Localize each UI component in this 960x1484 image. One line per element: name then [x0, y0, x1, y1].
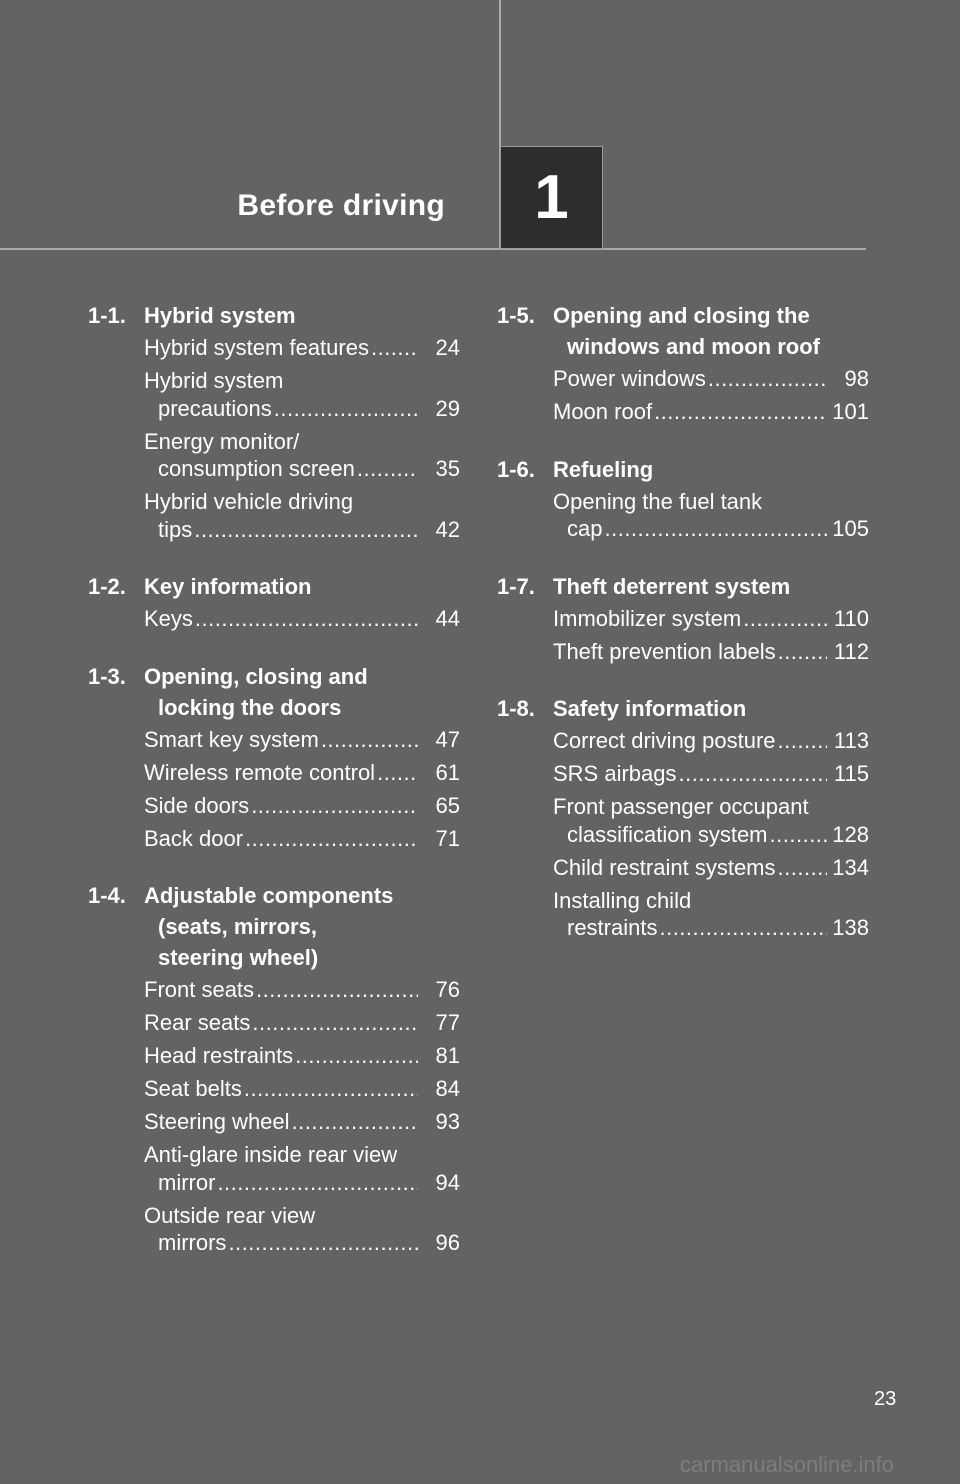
entry-text: Head restraints [144, 1043, 294, 1068]
toc-entry[interactable] [497, 854, 869, 882]
section-title-line: Theft deterrent system [553, 573, 791, 599]
entry-text: Theft prevention labels [553, 638, 776, 664]
section-title [144, 661, 460, 723]
section-heading[interactable] [497, 454, 869, 485]
entry-page-number: 71 [435, 825, 460, 851]
section-title-line: Opening and closing the [553, 303, 810, 328]
entry-line [553, 515, 869, 543]
toc-entry[interactable] [88, 367, 460, 422]
section-title [144, 300, 460, 331]
section-heading[interactable] [88, 880, 460, 973]
entry-page-number: 29 [435, 395, 460, 421]
entry-line [144, 976, 460, 1004]
toc-entry[interactable] [88, 1009, 460, 1037]
toc-entry[interactable] [88, 1202, 460, 1257]
dot-leader [659, 914, 827, 942]
entry-line [144, 825, 460, 853]
section-heading[interactable] [88, 661, 460, 723]
toc-entry[interactable] [88, 605, 460, 633]
dot-leader [217, 1169, 418, 1197]
entry-page-number: 134 [832, 854, 869, 880]
dot-leader [778, 854, 827, 882]
entry-text: mirrors [158, 1230, 227, 1255]
entry-line [144, 1108, 460, 1136]
toc-section [497, 571, 869, 666]
entry-page-number: 101 [832, 399, 869, 424]
section-title-line: windows and moon roof [567, 334, 820, 359]
section-title [553, 571, 869, 602]
section-number: 1-6. [497, 456, 535, 482]
entry-page-number: 138 [832, 915, 869, 940]
section-title-line: (seats, mirrors, [158, 914, 317, 939]
section-heading[interactable] [497, 693, 869, 724]
toc-entry[interactable] [88, 1075, 460, 1103]
entry-page-number: 24 [435, 335, 460, 360]
dot-leader [292, 1108, 418, 1136]
toc-entry[interactable] [88, 759, 460, 787]
entry-line [144, 488, 460, 516]
entry-text: Opening the fuel tank [553, 488, 763, 514]
entry-text: cap [567, 516, 603, 541]
entry-line [553, 365, 869, 393]
dot-leader [377, 759, 418, 787]
toc-entry[interactable] [88, 1042, 460, 1070]
entry-page-number: 113 [833, 728, 869, 753]
entry-line [144, 759, 460, 787]
toc-section [88, 300, 460, 543]
dot-leader [256, 976, 418, 1004]
entry-page-number: 84 [435, 1076, 460, 1101]
section-heading[interactable] [88, 571, 460, 602]
entry-text: restraints [567, 915, 658, 940]
toc-entry[interactable] [88, 726, 460, 754]
toc-entry[interactable] [497, 605, 869, 633]
entry-text: Immobilizer system [553, 605, 742, 631]
section-title [144, 880, 460, 973]
entry-line [144, 455, 460, 483]
entry-line [553, 914, 869, 942]
entry-text: tips [158, 516, 193, 542]
dot-leader [654, 398, 827, 426]
section-number: 1-2. [88, 574, 126, 599]
entry-line [144, 1042, 460, 1070]
toc-entry[interactable] [88, 1141, 460, 1196]
section-title [144, 571, 460, 602]
toc-left-column [88, 300, 460, 1285]
page-number: 23 [874, 1388, 897, 1410]
entry-line [144, 1169, 460, 1197]
entry-line [553, 605, 869, 633]
entry-text: consumption screen [158, 456, 355, 481]
toc-entry[interactable] [88, 976, 460, 1004]
toc-entry[interactable] [497, 398, 869, 426]
dot-leader [743, 605, 827, 633]
toc-section [88, 880, 460, 1257]
entry-line [144, 428, 460, 456]
entry-page-number: 94 [435, 1169, 460, 1195]
toc-entry[interactable] [88, 334, 460, 362]
entry-text: Front seats [144, 977, 255, 1002]
entry-page-number: 65 [435, 792, 460, 818]
section-title [553, 693, 869, 724]
entry-line [553, 488, 869, 516]
entry-line [144, 1075, 460, 1103]
section-number: 1-8. [497, 696, 535, 721]
toc-entry[interactable] [88, 1108, 460, 1136]
section-heading[interactable] [497, 300, 869, 362]
entry-page-number: 128 [832, 821, 869, 847]
dot-leader [245, 825, 418, 853]
entry-line [144, 1009, 460, 1037]
entry-line [144, 1141, 460, 1169]
entry-page-number: 93 [435, 1109, 460, 1134]
entry-page-number: 96 [435, 1230, 460, 1255]
chapter-title: Before driving [237, 189, 445, 222]
dot-leader [194, 516, 418, 544]
dot-leader [371, 334, 418, 362]
entry-line [553, 821, 869, 849]
section-number: 1-7. [497, 573, 535, 599]
toc-entry[interactable] [497, 760, 869, 788]
entry-text: Steering wheel [144, 1109, 290, 1134]
entry-text: Back door [144, 825, 244, 851]
chapter-number: 1 [534, 162, 569, 232]
section-number: 1-5. [497, 303, 535, 328]
toc-entry[interactable] [497, 793, 869, 848]
entry-page-number: 105 [832, 516, 869, 541]
entry-page-number: 61 [435, 759, 460, 785]
entry-text: Smart key system [144, 726, 319, 752]
entry-text: SRS airbags [553, 761, 677, 786]
toc-entry[interactable] [497, 727, 869, 755]
toc-entry[interactable] [88, 488, 460, 543]
section-number: 1-1. [88, 303, 126, 328]
entry-text: Moon roof [553, 399, 653, 424]
entry-text: Energy monitor/ [144, 428, 300, 454]
entry-text: Seat belts [144, 1076, 242, 1101]
section-title-line: Refueling [553, 456, 654, 482]
entry-line [144, 1229, 460, 1257]
toc-entry[interactable] [497, 488, 869, 543]
dot-leader [228, 1229, 418, 1257]
entry-text: precautions [158, 395, 272, 421]
entry-line [553, 760, 869, 788]
dot-leader [679, 760, 827, 788]
entry-text: Side doors [144, 792, 250, 818]
dot-leader [251, 792, 418, 820]
toc-section [88, 661, 460, 853]
entry-text: Installing child [553, 887, 692, 913]
dot-leader [357, 455, 418, 483]
section-title-line: steering wheel) [158, 945, 319, 970]
entry-page-number: 77 [435, 1010, 460, 1035]
entry-page-number: 81 [435, 1043, 460, 1068]
entry-page-number: 115 [833, 761, 869, 786]
toc-entry[interactable] [497, 887, 869, 942]
section-title-line: locking the doors [158, 694, 342, 720]
entry-text: Correct driving posture [553, 728, 776, 753]
toc-section [88, 571, 460, 633]
entry-page-number: 47 [435, 726, 460, 752]
entry-line [553, 398, 869, 426]
entry-page-number: 44 [435, 606, 460, 631]
section-title-line: Opening, closing and [144, 663, 368, 689]
section-heading[interactable] [497, 571, 869, 602]
entry-page-number: 42 [435, 516, 460, 542]
entry-line [553, 793, 869, 821]
entry-text: Outside rear view [144, 1202, 316, 1228]
header-horizontal-rule [0, 248, 866, 250]
entry-line [144, 367, 460, 395]
dot-leader [195, 605, 418, 633]
dot-leader [770, 821, 827, 849]
section-title-line: Adjustable components [144, 883, 394, 908]
entry-page-number: 110 [833, 605, 869, 631]
toc-right-column [497, 300, 869, 970]
section-title-line: Hybrid system [144, 303, 296, 328]
entry-page-number: 76 [435, 977, 460, 1002]
entry-page-number: 35 [435, 456, 460, 481]
section-title [553, 300, 869, 362]
dot-leader [778, 638, 827, 666]
entry-text: classification system [567, 821, 768, 847]
entry-text: Anti-glare inside rear view [144, 1142, 398, 1167]
dot-leader [295, 1042, 418, 1070]
section-title [553, 454, 869, 485]
section-title-line: Key information [144, 574, 312, 599]
toc-entry[interactable] [88, 792, 460, 820]
entry-line [144, 726, 460, 754]
toc-entry[interactable] [497, 638, 869, 666]
entry-text: Rear seats [144, 1010, 251, 1035]
entry-text: Front passenger occupant [553, 794, 809, 819]
entry-line [144, 1202, 460, 1230]
toc-section [497, 693, 869, 942]
entry-page-number: 112 [833, 638, 869, 664]
section-number: 1-3. [88, 663, 126, 689]
toc-section [497, 300, 869, 426]
entry-line [553, 727, 869, 755]
entry-line [144, 605, 460, 633]
section-title-line: Safety information [553, 696, 747, 721]
dot-leader [252, 1009, 418, 1037]
entry-line [144, 516, 460, 544]
toc-entry[interactable] [497, 365, 869, 393]
dot-leader [604, 515, 827, 543]
entry-line [553, 887, 869, 915]
entry-page-number: 98 [844, 366, 869, 391]
entry-text: Wireless remote control [144, 759, 376, 785]
entry-line [553, 638, 869, 666]
toc-entry[interactable] [88, 428, 460, 483]
entry-text: Hybrid vehicle driving [144, 489, 354, 514]
entry-line [144, 334, 460, 362]
entry-text: Keys [144, 606, 193, 631]
dot-leader [708, 365, 827, 393]
dot-leader [778, 727, 827, 755]
toc-entry[interactable] [88, 825, 460, 853]
section-heading[interactable] [88, 300, 460, 331]
chapter-number-tab [500, 146, 603, 249]
entry-line [144, 395, 460, 423]
entry-text: Child restraint systems [553, 854, 776, 880]
watermark: carmanualsonline.info [680, 1452, 895, 1477]
entry-line [144, 792, 460, 820]
dot-leader [321, 726, 418, 754]
entry-text: Hybrid system features [144, 335, 369, 360]
entry-text: Power windows [553, 366, 706, 391]
entry-text: Hybrid system [144, 368, 284, 393]
entry-line [553, 854, 869, 882]
dot-leader [274, 395, 418, 423]
dot-leader [244, 1075, 418, 1103]
section-number: 1-4. [88, 883, 126, 908]
toc-section [497, 454, 869, 543]
entry-text: mirror [158, 1169, 216, 1195]
